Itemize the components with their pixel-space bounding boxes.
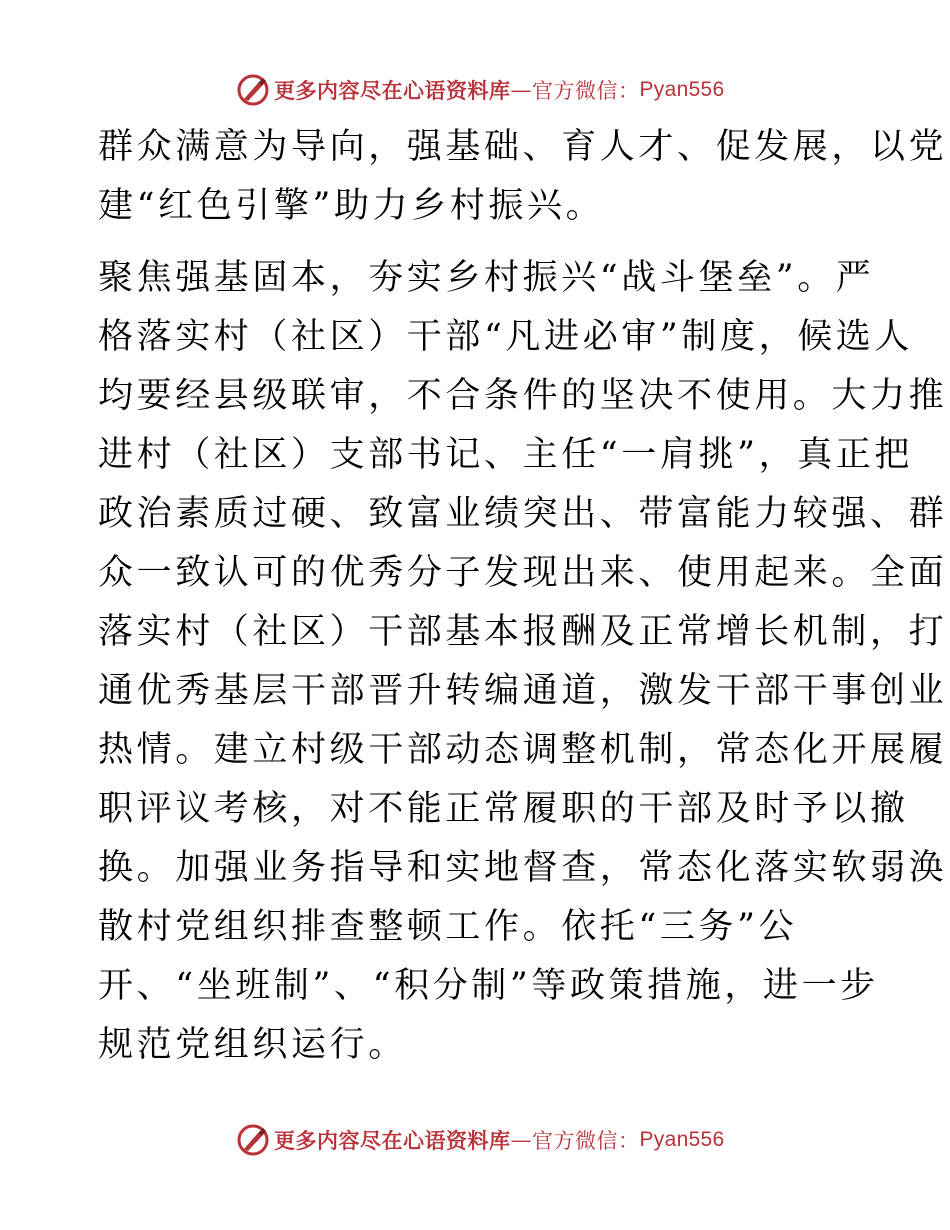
text-line: 均要经县级联审，不合条件的坚决不使用。大力推 [98, 376, 948, 416]
text-line: 格落实村（社区）干部“凡进必审”制度，候选人 [98, 317, 913, 357]
text-line: 换。加强业务指导和实地督查，常态化落实软弱涣 [98, 848, 948, 888]
text-line: 聚焦强基固本，夯实乡村振兴“战斗堡垒”。严 [98, 258, 875, 298]
text-line: 通优秀基层干部晋升转编通道，激发干部干事创业 [98, 671, 948, 711]
text-line: 规范党组织运行。 [98, 1025, 407, 1065]
text-line: 政治素质过硬、致富业绩突出、带富能力较强、群 [98, 494, 948, 534]
watermark-wechat-id: Pyan556 [639, 1128, 725, 1151]
watermark-dash: — [510, 78, 532, 102]
text-line: 开、“坐班制”、“积分制”等政策措施，进一步 [98, 966, 879, 1006]
watermark-wechat-id: Pyan556 [639, 78, 725, 101]
watermark-main-text: 更多内容尽在心语资料库 [274, 78, 511, 103]
text-line: 进村（社区）支部书记、主任“一肩挑”，真正把 [98, 435, 913, 475]
pen-logo-icon [236, 73, 270, 107]
paragraph-2 [98, 249, 948, 1075]
paragraph-1 [98, 118, 948, 236]
text-line: 落实村（社区）干部基本报酬及正常增长机制，打 [98, 612, 948, 652]
text-line: 群众满意为导向，强基础、育人才、促发展，以党 [98, 127, 948, 167]
watermark-dash: — [510, 1128, 532, 1152]
header-watermark [236, 72, 725, 108]
text-line: 职评议考核，对不能正常履职的干部及时予以撤 [98, 789, 909, 829]
watermark-main-text: 更多内容尽在心语资料库 [274, 1128, 511, 1153]
footer-watermark [236, 1122, 725, 1158]
text-line: 建“红色引擎”助力乡村振兴。 [98, 186, 605, 226]
watermark-wechat-label: 官方微信： [532, 1129, 640, 1153]
text-line: 众一致认可的优秀分子发现出来、使用起来。全面 [98, 553, 948, 593]
text-line: 热情。建立村级干部动态调整机制，常态化开展履 [98, 730, 948, 770]
watermark-wechat-label: 官方微信： [532, 79, 640, 103]
text-line: 散村党组织排查整顿工作。依托“三务”公 [98, 907, 798, 947]
pen-logo-icon [236, 1123, 270, 1157]
